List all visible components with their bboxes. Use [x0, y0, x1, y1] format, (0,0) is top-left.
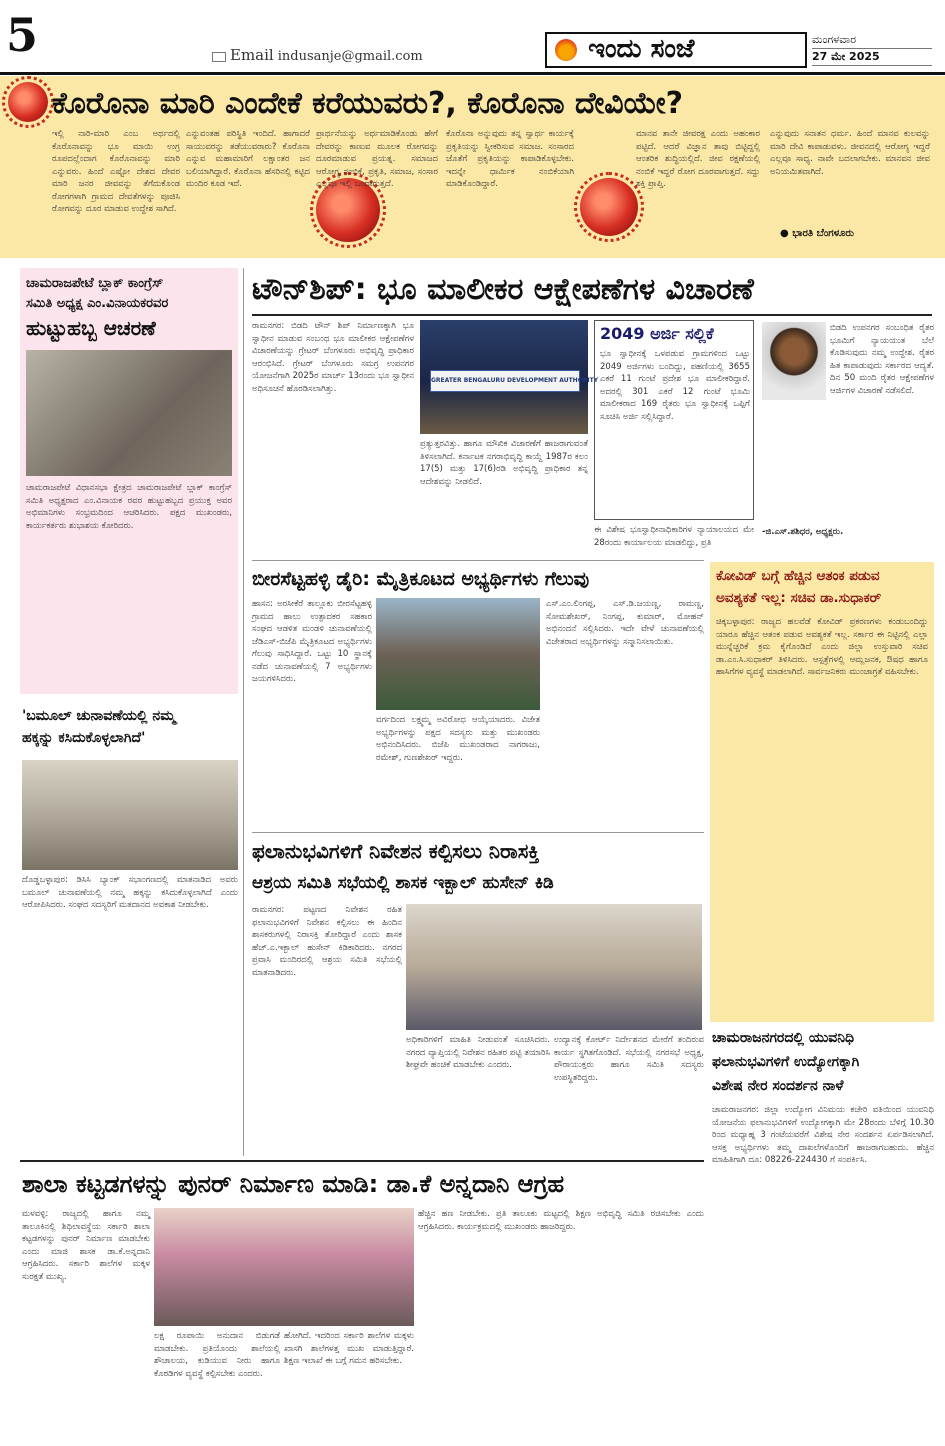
bamul-title-line2: ಹಕ್ಕನ್ನು ಕಸಿದುಕೊಳ್ಳಲಾಗಿದೆ'	[22, 730, 146, 746]
township-col2: ಪ್ರತ್ಯುತ್ತರವಿತ್ತು. ಹಾಗೂ ಮೌಖಿಕ ವಿಚಾರಣೆಗೆ ಹಾಜರಾಗುವಂತೆ ತಿಳಿಸಲಾಗಿದೆ. ಕರ್ನಾಟಕ ನಗರಾಭಿವೃದ್ಧಿ ಕಾಯ್ದೆ 1987ರ ಕಲಂ 17(5) ಮತ್ತು 17(6)ರಡಿ ಅಭಿವೃದ್ಧಿ ಪ್ರಾಧಿಕಾರ ತನ್ನ ಆದೇಶವನ್ನು ನೀಡಲಿದೆ.	[420, 439, 588, 487]
housing-col2: ಅಧಿಕಾರಿಗಳಿಗೆ ಮಾಹಿತಿ ನೀಡುವಂತೆ ಸೂಚಿಸಿದರು. ನಗರದ ವ್ಯಾಪ್ತಿಯಲ್ಲಿ ನಿವೇಶನ ರಹಿತರ ಪಟ್ಟಿ ತಯಾರಿಸಿ ಶೀಘ್ರವೇ ಹಂಚಿಕೆ ಮಾಡಬೇಕು ಎಂದರು.	[406, 1035, 550, 1070]
applications-box-text: ಭೂ ಸ್ವಾಧೀನಕ್ಕೆ ಒಳಪಡುವ ಗ್ರಾಮಗಳಿಂದ ಒಟ್ಟು 2049 ಅರ್ಜಿಗಳು ಬಂದಿದ್ದು, ಪಹಣಿಯಲ್ಲಿ 3655 ಎಕರೆ 11 ಗುಂಟೆ ಪ್ರದೇಶ ಭೂ ಮಾಲೀಕರಿದ್ದಾರೆ. ಅದರಲ್ಲಿ 301 ಎಕರೆ 12 ಗುಂಟೆ ಭೂಮಿ ಮಾಲೀಕರಾದ 169 ರೈತರು ಭೂ ಸ್ವಾಧೀನಕ್ಕೆ ಒಪ್ಪಿಗೆ ಸೂಚಿಸಿ ಅರ್ಜಿ ಸಲ್ಲಿಸಿದ್ದಾರೆ.	[600, 349, 750, 422]
banner-col-3: ಪ್ರಾರ್ಥನೆಯನ್ನು ಅರ್ಥಮಾಡಿಕೊಂಡು ಹೇಗೆ ದೇವರನ್ನು ಕಾಣುವ ಮೂಲಕ ರೋಗವನ್ನು ದೂರಮಾಡುವ ಪ್ರಯತ್ನ. ಸಮಾಜದ ಆರೋಗ್ಯ ನಂಬಿಕೆ, ಪ್ರಕೃತಿ, ಸಮಾಜ, ಸಂಸಾರ ಎಲ್ಲವೂ ಇಲ್ಲಿ ಒಂದಾಗುತ್ತದೆ.	[316, 129, 438, 189]
township-col1: ರಾಮನಗರ: ಬಿಡದಿ ಟೌನ್ ಶಿಪ್ ನಿರ್ಮಾಣಕ್ಕಾಗಿ ಭೂ ಸ್ವಾಧೀನ ಮಾಡುವ ಸಂಬಂಧ ಭೂ ಮಾಲೀಕರ ಆಕ್ಷೇಪಣೆಗಳ ವಿಚಾರಣೆಯನ್ನು ಗ್ರೇಟರ್ ಬೆಂಗಳೂರು ಅಭಿವೃದ್ಧಿ ಪ್ರಾಧಿಕಾರ ಆರಂಭಿಸಿದೆ. ಗ್ರೇಟರ್ ಬೆಂಗಳೂರು ಸಮಗ್ರ ಉಪನಗರ ಯೋಜನೆಗಾಗಿ 2025ರ ಮಾರ್ಚ್ 13ರಂದು ಭೂ ಸ್ವಾಧೀನ ಅಧಿಸೂಚನೆ ಹೊರಡಿಸಲಾಗಿತ್ತು.	[252, 321, 414, 394]
masthead	[545, 32, 805, 68]
school-col2: ಲಕ್ಷ ರೂಪಾಯಿ ಅನುದಾನ ಬಿಡುಗಡೆ ಮಾಡಬೇಕು. ಪ್ರತಿಯೊಂದು ಶಾಲೆಯಲ್ಲಿ ಶೌಚಾಲಯ, ಕುಡಿಯುವ ನೀರು ಹಾಗೂ ಕೊಠಡಿಗಳ ವ್ಯವಸ್ಥೆ ಕಲ್ಪಿಸಬೇಕು ಎಂದರು.	[154, 1331, 280, 1379]
bamul-title-line1: 'ಬಮೂಲ್ ಚುನಾವಣೆಯಲ್ಲಿ ನಮ್ಮ	[22, 708, 176, 724]
township-title: ಟೌನ್‌ಶಿಪ್: ಭೂ ಮಾಲೀಕರ ಆಕ್ಷೇಪಣೆಗಳ ವಿಚಾರಣೆ	[252, 272, 754, 307]
section-rule	[252, 832, 704, 833]
covid-title-line1: ಕೋವಿಡ್ ಬಗ್ಗೆ ಹೆಚ್ಚಿನ ಆತಂಕ ಪಡುವ	[716, 568, 880, 584]
township-right-text: ಬಿಡದಿ ಉಪನಗರ ಸಂಬಂಧಿತ ರೈತರ ಭೂಮಿಗೆ ನ್ಯಾಯಯುತ ಬೆಲೆ ಕೊಡಿಸುವುದು ನಮ್ಮ ಉದ್ದೇಶ. ರೈತರ ಹಿತ ಕಾಪಾಡುವುದು ಸರ್ಕಾರದ ಆದ್ಯತೆ. ದಿನ 50 ಮಂದಿ ರೈತರ ಆಕ್ಷೇಪಣೆಗಳ ಆರ್ಜಿಗಳ ವಿಚಾರಣೆ ನಡೆಸಲಿದೆ.	[830, 323, 934, 396]
email-address[interactable]: indusanje@gmail.com	[277, 49, 423, 64]
covid-text: ಚಿಕ್ಕಬಳ್ಳಾಪುರ: ರಾಜ್ಯದ ಹಲವೆಡೆ ಕೋವಿಡ್ ಪ್ರಕರಣಗಳು ಕಂಡುಬಂದಿದ್ದು ಯಾರೂ ಹೆಚ್ಚಿನ ಆತಂಕ ಪಡುವ ಅವಶ್ಯಕತೆ ಇಲ್ಲ. ಸರ್ಕಾರ ಈ ನಿಟ್ಟಿನಲ್ಲಿ ಎಲ್ಲಾ ಮುನ್ನೆಚ್ಚರಿಕೆ ಕ್ರಮ ಕೈಗೊಂಡಿದೆ ಎಂದು ಜಿಲ್ಲಾ ಉಸ್ತುವಾರಿ ಸಚಿವ ಡಾ.ಎಂ.ಸಿ.ಸುಧಾಕರ್ ತಿಳಿಸಿದರು. ಆಸ್ಪತ್ರೆಗಳಲ್ಲಿ ಆಮ್ಲಜನಕ, ಔಷಧ ಹಾಗೂ ಹಾಸಿಗೆಗಳ ವ್ಯವಸ್ಥೆ ಮಾಡಲಾಗಿದೆ. ಸಾರ್ವಜನಿಕರು ಮುಂಜಾಗ್ರತೆ ವಹಿಸಬೇಕು.	[716, 617, 928, 677]
email-line	[212, 46, 492, 64]
top-rule	[0, 72, 945, 75]
dairy-col1: ಹಾಸನ: ಅರಸೀಕೆರೆ ತಾಲ್ಲೂಕು ಬೀರಸೆಟ್ಟಹಳ್ಳಿ ಗ್ರಾಮದ ಹಾಲು ಉತ್ಪಾದಕರ ಸಹಕಾರ ಸಂಘದ ಆಡಳಿತ ಮಂಡಳಿ ಚುನಾವಣೆಯಲ್ಲಿ ಜೆಡಿಎಸ್-ಬಿಜೆಪಿ ಮೈತ್ರಿಕೂಟದ ಅಭ್ಯರ್ಥಿಗಳು ಗೆಲುವು ಸಾಧಿಸಿದ್ದಾರೆ. ಒಟ್ಟು 10 ಸ್ಥಾನಕ್ಕೆ ನಡೆದ ಚುನಾವಣೆಯಲ್ಲಿ 7 ಅಭ್ಯರ್ಥಿಗಳು ಜಯಗಳಿಸಿದರು.	[252, 599, 372, 684]
section-rule	[252, 560, 704, 561]
virus-icon	[8, 82, 48, 122]
jobs-title-line3: ವಿಶೇಷ ನೇರ ಸಂದರ್ಶನ ನಾಳೆ	[712, 1078, 844, 1094]
school-col4: ಹೆಚ್ಚಿನ ಹಣ ನೀಡಬೇಕು. ಪ್ರತಿ ತಾಲೂಕು ಮಟ್ಟದಲ್ಲಿ ಶಿಕ್ಷಣ ಅಭಿವೃದ್ಧಿ ಸಮಿತಿ ರಚಿಸಬೇಕು ಎಂದು ಆಗ್ರಹಿಸಿದರು. ಕಾರ್ಯಕ್ರಮದಲ್ಲಿ ಮುಖಂಡರು ಹಾಜರಿದ್ದರು.	[418, 1209, 704, 1232]
school-col3: ಹೋಗಿದೆ. ಇದರಿಂದ ಸರ್ಕಾರಿ ಶಾಲೆಗಳ ಮಕ್ಕಳು ಖಾಸಗಿ ಶಾಲೆಗಳತ್ತ ಮುಖ ಮಾಡುತ್ತಿದ್ದಾರೆ. ಶಿಕ್ಷಣ ಇಲಾಖೆ ಈ ಬಗ್ಗೆ ಗಮನ ಹರಿಸಬೇಕು.	[284, 1331, 414, 1366]
date-block	[812, 32, 932, 68]
envelope-icon	[212, 52, 226, 62]
masthead-logo	[553, 34, 798, 64]
masthead-title: ಇಂದು ಸಂಜೆ	[588, 34, 695, 64]
sun-logo-icon	[555, 39, 577, 61]
housing-title-line2: ಆಶ್ರಯ ಸಮಿತಿ ಸಭೆಯಲ್ಲಿ ಶಾಸಕ ಇಕ್ಬಾಲ್ ಹುಸೇನ್ ಕಿಡಿ	[252, 873, 554, 893]
banner-col-5: ಮಾನವ ತಾನೇ ಜೀವರಕ್ಷ ಎಂದು ಅಹಂಕಾರ ಪಟ್ಟಿದೆ. ಆದರೆ ವಿಜ್ಞಾನ ತಾವು ಬಿಟ್ಟಿದ್ದಲ್ಲಿ ಆಂತರಿಕ ಶುದ್ಧಿಯಲ್ಲಿದೆ. ಜೀವ ರಕ್ಷಣೆಯಲ್ಲಿ ನಂಬಿಕೆ ಇದ್ದರೆ ರೋಗ ದೂರವಾಗುತ್ತದೆ. ಸದ್ದು ಶಕ್ತಿ ಪ್ರಾಪ್ತಿ.	[636, 129, 760, 189]
jobs-title-line2: ಫಲಾನುಭವಿಗಳಿಗೆ ಉದ್ಯೋಗಕ್ಕಾಗಿ	[712, 1054, 860, 1070]
dairy-title: ಬೀರಸೆಟ್ಟಹಳ್ಳಿ ಡೈರಿ: ಮೈತ್ರಿಕೂಟದ ಅಭ್ಯರ್ಥಿಗಳು ಗೆಲುವು	[252, 568, 590, 590]
weekday: ಮಂಗಳವಾರ	[812, 32, 932, 49]
birthday-photo	[26, 350, 232, 476]
dairy-photo	[376, 598, 540, 710]
housing-photo	[406, 904, 702, 1030]
portrait-caption: -ಜಿ.ಎಸ್.ಶಶಿಧರ, ಅಧ್ಯಕ್ಷರು.	[762, 527, 844, 537]
banner-col-4: ಕೊರೊನಾ ಅನ್ನುವುದು ತನ್ನ ಸ್ವಾರ್ಥ ಕಾರ್ಯಕ್ಕೆ ಪ್ರಕೃತಿಯನ್ನು ಸ್ವೀಕರಿಸುವ ಸಮಾಜ. ಸಂಸಾರದ ಜೊತೆಗೆ ಪ್ರಕೃತಿಯನ್ನು ಕಾಪಾಡಿಕೊಳ್ಳಬೇಕು. ಇದನ್ನೇ ಧಾರ್ಮಿಕ ನಂಬಿಕೆಯಾಗಿ ಮಾಡಿಕೊಂಡಿದ್ದಾರೆ.	[446, 129, 574, 189]
dairy-col-right: ಎಸ್.ಎಂ.ಲಿಂಗಪ್ಪ, ಎಸ್.ಡಿ.ಜಯಣ್ಣ, ರಾಮಣ್ಣ, ಸೋಮಶೇಖರ್, ನಿಂಗಪ್ಪ, ಕುಮಾರ್, ಮೋಹನ್ ಅಭಿನಂದನೆ ಸಲ್ಲಿಸಿದರು. ಇದೇ ವೇಳೆ ಚುನಾವಣೆಯಲ್ಲಿ ವಿಜೇತರಾದ ಅಭ್ಯರ್ಥಿಗಳನ್ನು ಸನ್ಮಾನಿಸಲಾಯಿತು.	[546, 599, 704, 647]
birthday-title-line2: ಸಮಿತಿ ಅಧ್ಯಕ್ಷ ಎಂ.ವಿನಾಯಕರವರ	[26, 296, 169, 311]
bamul-photo	[22, 760, 238, 870]
email-label: Email	[230, 46, 274, 64]
school-title: ಶಾಲಾ ಕಟ್ಟಡಗಳನ್ನು ಪುನರ್ ನಿರ್ಮಾಣ ಮಾಡಿ: ಡಾ.ಕೆ ಅನ್ನದಾನಿ ಆಗ್ರಹ	[22, 1170, 565, 1198]
issue-date: 27 ಮೇ 2025	[812, 49, 932, 66]
housing-title-line1: ಫಲಾನುಭವಿಗಳಿಗೆ ನಿವೇಶನ ಕಲ್ಪಿಸಲು ನಿರಾಸಕ್ತಿ	[252, 839, 540, 863]
page-number: 5	[6, 8, 39, 62]
applications-box-title: 2049 ಅರ್ಜಿ ಸಲ್ಲಿಕೆ	[600, 324, 714, 343]
banner-col-1: ಇಲ್ಲಿ ನಾರಿ-ಮಾರಿ ಎಂಬ ಅರ್ಥದಲ್ಲಿ ಕೊರೊನಾವನ್ನು ಭೂ ಮಾಯಿ ಉಗ್ರ ರೂಪದಲ್ಲೆಂದಾಗ ಕೊರೊನಾವನ್ನು ಮಾರಿ ಎನ್ನುವರು. ಹಿಂದೆ ಎಷ್ಟೋ ದೇಶದ ದೇವರ ಮಾರಿ ಜನರ ಜೀವವನ್ನು ತೆಗೆದುಕೊಂಡ ರೋಗಗಳಾಗಿ ಗ್ರಾಮದ ದೇವತೆಗಳನ್ನು ಪೂಜಿಸಿ ರೋಗವನ್ನು ದೂರ ಮಾಡುವ ಉದ್ದೇಶ ಸಾಗಿದೆ.	[52, 129, 180, 214]
school-photo	[154, 1208, 414, 1326]
banner-title: ಕೊರೊನಾ ಮಾರಿ ಎಂದೇಕೆ ಕರೆಯುವರು?, ಕೊರೊನಾ ದೇವಿಯೇ?	[52, 86, 683, 121]
birthday-text: ಚಾಮರಾಜಪೇಟೆ ವಿಧಾನಸಭಾ ಕ್ಷೇತ್ರದ ಚಾಮರಾಜಪೇಟೆ ಬ್ಲಾಕ್ ಕಾಂಗ್ರೆಸ್ ಸಮಿತಿ ಅಧ್ಯಕ್ಷರಾದ ಎಂ.ವಿನಾಯಕ ರವರ ಹುಟ್ಟುಹಬ್ಬದ ಪ್ರಯುಕ್ತ ಅವರ ಅಭಿಮಾನಿಗಳು ಸಂಭ್ರಮದಿಂದ ಆಚರಿಸಿದರು. ಪಕ್ಷದ ಮುಖಂಡರು, ಕಾರ್ಯಕರ್ತರು ಶುಭಾಶಯ ಕೋರಿದರು.	[26, 483, 232, 531]
township-title-rule	[252, 314, 932, 316]
housing-col3: ಉದ್ಯಾನಕ್ಕೆ ಕೋರ್ಟ್ ನಿರ್ದೇಶನದ ಮೇರೆಗೆ ತಂದಿರುವ ಕಾರ್ಯ ಸ್ಥಗಿತಗೊಂಡಿದೆ. ಸಭೆಯಲ್ಲಿ ನಗರಸಭೆ ಅಧ್ಯಕ್ಷ, ಪೌರಾಯುಕ್ತರು ಹಾಗೂ ಸಮಿತಿ ಸದಸ್ಯರು ಉಪಸ್ಥಿತರಿದ್ದರು.	[554, 1035, 704, 1083]
virus-icon	[580, 178, 638, 236]
school-col1: ಮಳವಳ್ಳಿ: ರಾಜ್ಯದಲ್ಲಿ ಹಾಗೂ ನಮ್ಮ ತಾಲೂಕಿನಲ್ಲಿ ಶಿಥಿಲಾವಸ್ಥೆಯ ಸರ್ಕಾರಿ ಶಾಲಾ ಕಟ್ಟಡಗಳನ್ನು ಪುನರ್ ನಿರ್ಮಾಣ ಮಾಡಬೇಕು ಎಂದು ಮಾಜಿ ಶಾಸಕ ಡಾ.ಕೆ.ಅನ್ನದಾನಿ ಆಗ್ರಹಿಸಿದರು. ಸರ್ಕಾರಿ ಶಾಲೆಗಳ ಮಕ್ಕಳ ಸುರಕ್ಷತೆ ಮುಖ್ಯ.	[22, 1209, 150, 1282]
bamul-text: ದೊಡ್ಡಬಳ್ಳಾಪುರ: ಡಿಸಿಸಿ ಬ್ಯಾಂಕ್ ಸಭಾಂಗಣದಲ್ಲಿ ಮಾತನಾಡಿದ ಅವರು ಬಮೂಲ್ ಚುನಾವಣೆಯಲ್ಲಿ ನಮ್ಮ ಹಕ್ಕನ್ನು ಕಸಿದುಕೊಳ್ಳಲಾಗಿದೆ ಎಂದು ಆರೋಪಿಸಿದರು. ಸಂಘದ ಸದಸ್ಯರಿಗೆ ಮತದಾನದ ಅವಕಾಶ ನೀಡಬೇಕು.	[22, 875, 238, 910]
portrait-photo	[762, 322, 826, 400]
column-divider	[243, 268, 244, 1156]
covid-title-line2: ಅವಶ್ಯಕತೆ ಇಲ್ಲ: ಸಚಿವ ಡಾ.ಸುಧಾಕರ್	[716, 590, 882, 606]
jobs-title-line1: ಚಾಮರಾಜನಗರದಲ್ಲಿ ಯುವನಿಧಿ	[712, 1030, 855, 1046]
jobs-text: ಚಾಮರಾಜನಗರ: ಜಿಲ್ಲಾ ಉದ್ಯೋಗ ವಿನಿಮಯ ಕಚೇರಿ ವತಿಯಿಂದ ಯುವನಿಧಿ ಯೋಜನೆಯ ಫಲಾನುಭವಿಗಳಿಗೆ ಉದ್ಯೋಗಕ್ಕಾಗಿ ಮೇ 28ರಂದು ಬೆಳಿಗ್ಗೆ 10.30 ರಿಂದ ಮಧ್ಯಾಹ್ನ 3 ಗಂಟೆಯವರೆಗೆ ವಿಶೇಷ ನೇರ ಸಂದರ್ಶನ ಏರ್ಪಡಿಸಲಾಗಿದೆ. ಆಸಕ್ತ ಅಭ್ಯರ್ಥಿಗಳು ತಮ್ಮ ದಾಖಲೆಗಳೊಂದಿಗೆ ಹಾಜರಾಗಬಹುದು. ಹೆಚ್ಚಿನ ಮಾಹಿತಿಗಾಗಿ ದೂ: 08226-224430 ಗೆ ಸಂಪರ್ಕಿಸಿ.	[712, 1105, 934, 1165]
applications-box-foot: ಈ ವಿಶೇಷ ಭೂಸ್ವಾಧೀನಾಧಿಕಾರಿಗಳ ನ್ಯಾಯಾಲಯದ ಮೇ 28ರಂದು ಕಾರ್ಯಾಲಯ ಮಾಡಲಿದ್ದು, ಪ್ರತಿ	[594, 525, 754, 548]
banner-author: ● ಭಾರತಿ ಬೆಂಗಳೂರು	[780, 228, 854, 239]
banner-col-2: ಎನ್ನುವಂತಹ ಪರಿಸ್ಥಿತಿ ಇಂದಿದೆ. ಹಾಗಾದರೆ ಸಾಯುವರನ್ನು ತಡೆಯುವರಾರು? ಕೊರೊನಾ ಎನ್ನುವ ಮಹಾಮಾರಿಗೆ ಲಕ್ಷಾಂತರ ಜನ ಬಲಿಯಾಗಿದ್ದಾರೆ. ಕೊರೊನಾ ಹೆಸರಿನಲ್ಲಿ ಕಟ್ಟಿದ ಮಂದಿರ ಕೂಡ ಇದೆ.	[186, 129, 310, 189]
birthday-title-line3: ಹುಟ್ಟುಹಬ್ಬ ಆಚರಣೆ	[26, 316, 156, 340]
dairy-col-mid: ವರ್ಗದಿಂದ ಲಕ್ಷ್ಮಮ್ಮ ಅವಿರೋಧ ಆಯ್ಕೆಯಾದರು. ವಿಜೇತ ಅಭ್ಯರ್ಥಿಗಳನ್ನು ಪಕ್ಷದ ಸದಸ್ಯರು ಮತ್ತು ಮುಖಂಡರು ಅಭಿನಂದಿಸಿದರು. ಬಿಜೆಪಿ ಮುಖಂಡರಾದ ನಾಗರಾಜು, ರಮೇಶ್, ಗುಣಶೇಖರ್ ಇದ್ದರು.	[376, 715, 540, 763]
birthday-title-line1: ಚಾಮರಾಜಪೇಟೆ ಬ್ಲಾಕ್ ಕಾಂಗ್ರೆಸ್	[26, 276, 164, 291]
banner-col-6: ಎನ್ನುವುದು ಸನಾತನ ಧರ್ಮ. ಹಿಂದೆ ಮಾನವ ಕುಲವನ್ನು ಮಾರಿ ದೇವಿ ಕಾಪಾಡುವಳು. ಜೀವನದಲ್ಲಿ ಆರೋಗ್ಯ ಇದ್ದರೆ ಎಲ್ಲವೂ ಸಾಧ್ಯ. ನಾವೇ ಬದಲಾಗಬೇಕು. ಮಾನವನ ಜೀವ ಅನಿಯಮಿತವಾಗಿದೆ.	[770, 129, 930, 177]
gbda-sign: GREATER BENGALURU DEVELOPMENT AUTHORITY	[430, 370, 580, 392]
section-rule	[20, 1160, 704, 1162]
housing-col1: ರಾಮನಗರ: ಪಟ್ಟಣದ ನಿವೇಶನ ರಹಿತ ಫಲಾನುಭವಿಗಳಿಗೆ ನಿವೇಶನ ಕಲ್ಪಿಸಲು ಈ ಹಿಂದಿನ ಶಾಸಕರುಗಳಲ್ಲಿ ನಿರಾಸಕ್ತಿ ತೋರಿದ್ದಾರೆ ಎಂದು ಶಾಸಕ ಹೆಚ್.ಎ.ಇಕ್ಬಾಲ್ ಹುಸೇನ್ ಕಿಡಿಕಾರಿದರು. ನಗರದ ಪ್ರವಾಸಿ ಮಂದಿರದಲ್ಲಿ ಆಶ್ರಯ ಸಮಿತಿ ಸಭೆಯಲ್ಲಿ ಮಾತನಾಡಿದರು.	[252, 905, 402, 978]
